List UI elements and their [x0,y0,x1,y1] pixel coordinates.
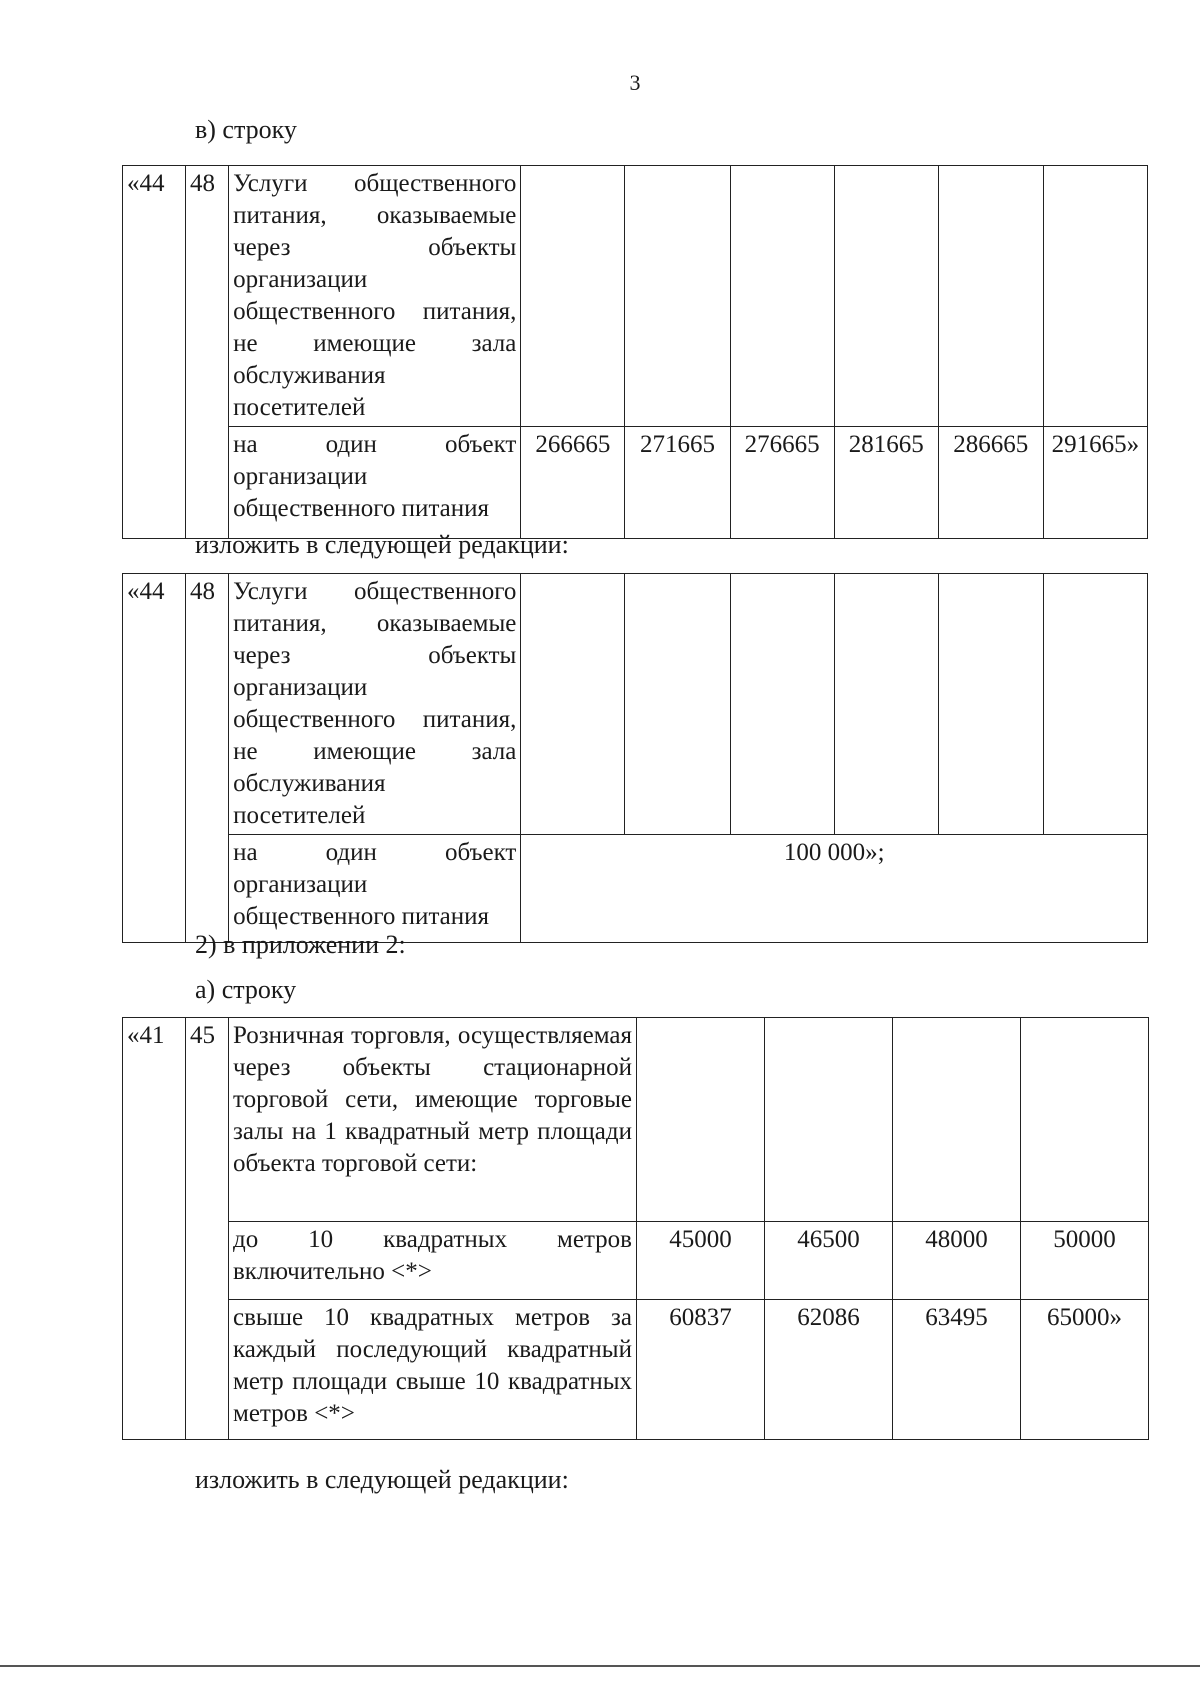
unit-description: на один объект организации общественного питания [229,835,521,943]
row-code-cell: «44 [123,574,186,943]
empty-cell [730,574,834,835]
row-number-cell: 45 [186,1018,229,1440]
row-number-cell: 48 [186,166,229,539]
value-cell: 45000 [637,1222,765,1300]
paragraph-v-stroku: в) строку [195,115,297,144]
value-cell: 281665 [834,427,938,539]
value-cell: 286665 [938,427,1043,539]
value-cell: 266665 [521,427,625,539]
empty-cell [521,574,625,835]
value-cell: 276665 [730,427,834,539]
trade-description: Розничная торговля, осуществляемая через объекты стационарной торговой сети, имеющие торговые залы на 1 квадратный метр площади объекта торговой сети: [229,1018,637,1222]
area-range-description: свыше 10 квадратных метров за каждый последующий квадратный метр площади свыше 10 квадратных метров <*> [229,1300,637,1440]
empty-cell [637,1018,765,1222]
value-cell: 65000» [1021,1300,1149,1440]
merged-value-cell: 100 000»; [521,835,1148,943]
value-cell: 291665» [1043,427,1147,539]
empty-cell [765,1018,893,1222]
empty-cell [521,166,625,427]
value-cell: 60837 [637,1300,765,1440]
value-cell: 48000 [893,1222,1021,1300]
value-cell: 63495 [893,1300,1021,1440]
row-code-cell: «41 [123,1018,186,1440]
table-original-row-44 [122,165,1148,539]
service-description: Услуги общественного питания, оказываемые через объекты организации общественного питания, не имеющие зала обслуживания посетителей [229,574,521,835]
empty-cell [834,574,938,835]
service-description: Услуги общественного питания, оказываемые через объекты организации общественного питания, не имеющие зала обслуживания посетителей [229,166,521,427]
area-range-description: до 10 квадратных метров включительно <*> [229,1222,637,1300]
page-number: 3 [629,70,641,95]
empty-cell [1043,166,1147,427]
paragraph-izlozhit-1: изложить в следующей редакции: [195,530,569,559]
row-number-cell: 48 [186,574,229,943]
empty-cell [938,166,1043,427]
value-cell: 46500 [765,1222,893,1300]
value-cell: 271665 [625,427,730,539]
empty-cell [625,574,730,835]
value-cell: 50000 [1021,1222,1149,1300]
paragraph-izlozhit-2: изложить в следующей редакции: [195,1465,569,1494]
paragraph-a-stroku: а) строку [195,975,297,1004]
table-new-row-44 [122,573,1148,943]
value-cell: 62086 [765,1300,893,1440]
page-bottom-rule [0,1665,1200,1667]
empty-cell [1021,1018,1149,1222]
empty-cell [1043,574,1147,835]
paragraph-prilozhenie: 2) в приложении 2: [195,930,406,959]
table-original-row-41 [122,1017,1149,1440]
empty-cell [730,166,834,427]
empty-cell [938,574,1043,835]
empty-cell [625,166,730,427]
empty-cell [893,1018,1021,1222]
empty-cell [834,166,938,427]
row-code-cell: «44 [123,166,186,539]
unit-description: на один объект организации общественного питания [229,427,521,539]
